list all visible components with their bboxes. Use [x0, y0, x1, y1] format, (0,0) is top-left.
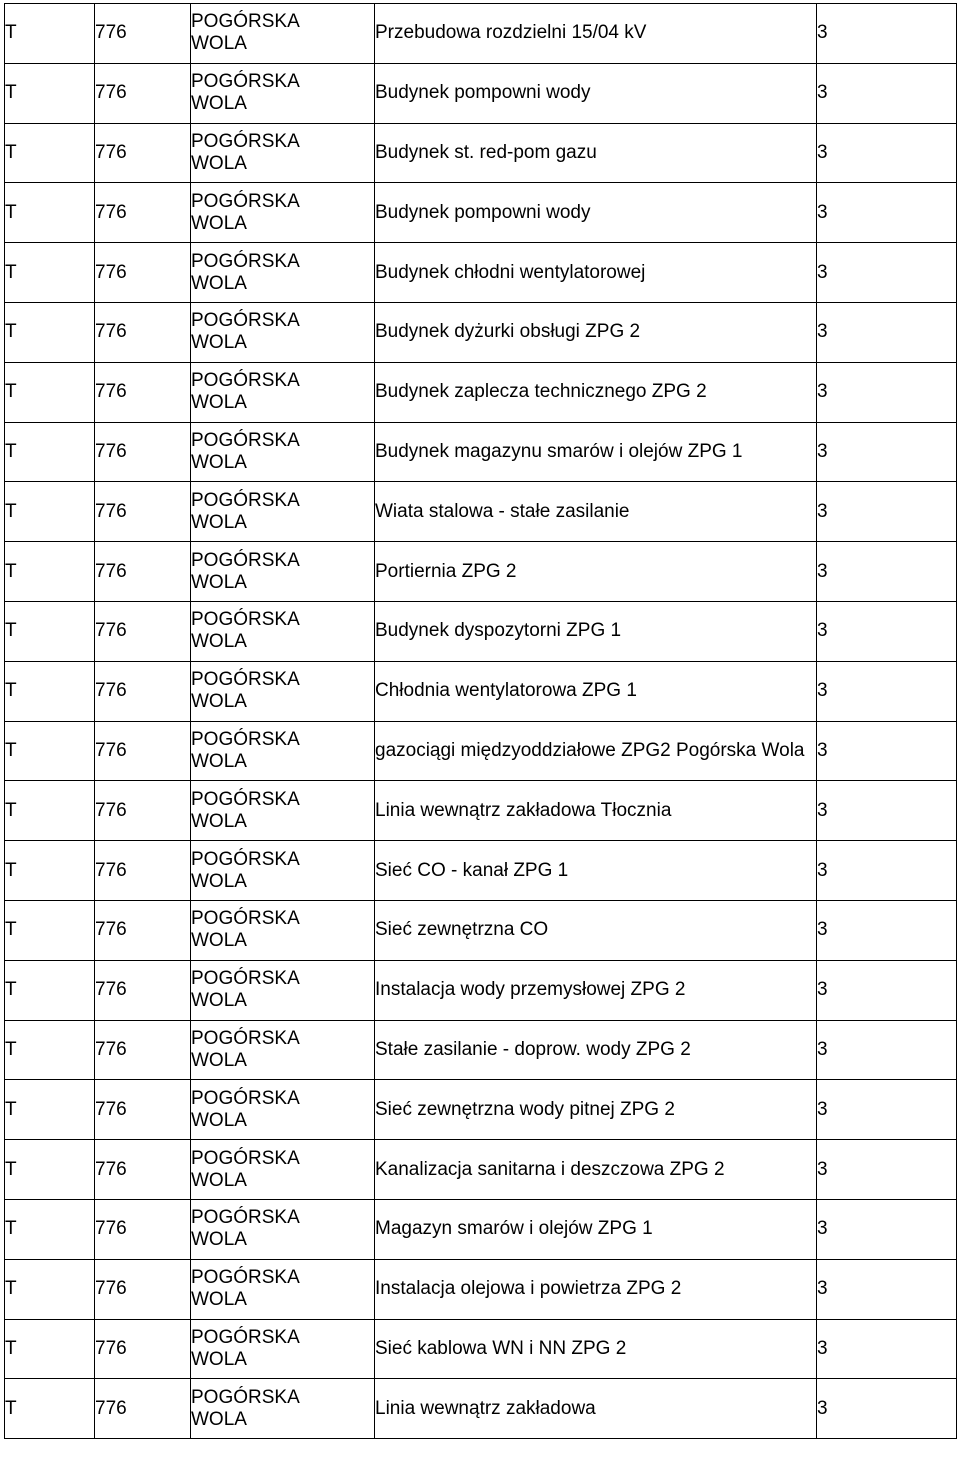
cell-code: 776 [95, 900, 191, 960]
location-line-1: POGÓRSKA [191, 968, 300, 990]
cell-location [191, 1020, 375, 1080]
location-line-1: POGÓRSKA [191, 1087, 300, 1109]
location-line-1: POGÓRSKA [191, 489, 300, 511]
location-line-1: POGÓRSKA [191, 370, 300, 392]
asset-table-body [5, 4, 957, 1439]
location-line-1: POGÓRSKA [191, 1147, 300, 1169]
cell-location [191, 422, 375, 482]
cell-code: 776 [95, 4, 191, 64]
cell-code: 776 [95, 123, 191, 183]
cell-code: 776 [95, 542, 191, 602]
cell-code: 776 [95, 302, 191, 362]
cell-code: 776 [95, 1199, 191, 1259]
location-line-1: POGÓRSKA [191, 728, 300, 750]
cell-description: Budynek pompowni wody [375, 183, 817, 243]
location-line-2: WOLA [191, 750, 247, 772]
table-row [5, 482, 957, 542]
cell-code: 776 [95, 781, 191, 841]
location-line-2: WOLA [191, 332, 247, 354]
cell-quantity: 3 [817, 63, 957, 123]
cell-description: Linia wewnątrz zakładowa Tłocznia [375, 781, 817, 841]
cell-location [191, 63, 375, 123]
location-line-2: WOLA [191, 272, 247, 294]
cell-location [191, 661, 375, 721]
cell-quantity: 3 [817, 243, 957, 303]
location-line-1: POGÓRSKA [191, 71, 300, 93]
cell-quantity: 3 [817, 1080, 957, 1140]
cell-type: T [5, 841, 95, 901]
location-line-1: POGÓRSKA [191, 788, 300, 810]
cell-code: 776 [95, 661, 191, 721]
location-line-1: POGÓRSKA [191, 429, 300, 451]
cell-type: T [5, 542, 95, 602]
table-row [5, 243, 957, 303]
location-line-1: POGÓRSKA [191, 190, 300, 212]
cell-quantity: 3 [817, 661, 957, 721]
cell-code: 776 [95, 841, 191, 901]
table-row [5, 1319, 957, 1379]
cell-type: T [5, 1080, 95, 1140]
cell-description: Budynek magazynu smarów i olejów ZPG 1 [375, 422, 817, 482]
cell-code: 776 [95, 63, 191, 123]
cell-location [191, 4, 375, 64]
location-line-1: POGÓRSKA [191, 310, 300, 332]
location-line-2: WOLA [191, 1229, 247, 1251]
location-line-1: POGÓRSKA [191, 848, 300, 870]
cell-quantity: 3 [817, 1199, 957, 1259]
location-line-2: WOLA [191, 1109, 247, 1131]
cell-description: Sieć zewnętrzna wody pitnej ZPG 2 [375, 1080, 817, 1140]
cell-quantity: 3 [817, 1319, 957, 1379]
cell-description: Linia wewnątrz zakładowa [375, 1379, 817, 1439]
cell-quantity: 3 [817, 1140, 957, 1200]
table-row [5, 900, 957, 960]
cell-type: T [5, 482, 95, 542]
cell-location [191, 900, 375, 960]
cell-quantity: 3 [817, 4, 957, 64]
cell-type: T [5, 63, 95, 123]
table-row [5, 1140, 957, 1200]
location-line-2: WOLA [191, 810, 247, 832]
cell-quantity: 3 [817, 900, 957, 960]
cell-type: T [5, 183, 95, 243]
cell-description: Stałe zasilanie - doprow. wody ZPG 2 [375, 1020, 817, 1080]
location-line-1: POGÓRSKA [191, 130, 300, 152]
cell-location [191, 362, 375, 422]
cell-type: T [5, 362, 95, 422]
cell-description: Budynek st. red-pom gazu [375, 123, 817, 183]
cell-location [191, 721, 375, 781]
cell-code: 776 [95, 1140, 191, 1200]
cell-code: 776 [95, 1319, 191, 1379]
cell-quantity: 3 [817, 1379, 957, 1439]
cell-code: 776 [95, 601, 191, 661]
asset-table [4, 3, 957, 1439]
cell-type: T [5, 4, 95, 64]
location-line-1: POGÓRSKA [191, 669, 300, 691]
table-row [5, 1199, 957, 1259]
location-line-1: POGÓRSKA [191, 1267, 300, 1289]
table-row [5, 302, 957, 362]
location-line-2: WOLA [191, 571, 247, 593]
cell-location [191, 243, 375, 303]
cell-description: Budynek dyżurki obsługi ZPG 2 [375, 302, 817, 362]
cell-quantity: 3 [817, 362, 957, 422]
cell-type: T [5, 1319, 95, 1379]
location-line-1: POGÓRSKA [191, 1386, 300, 1408]
location-line-1: POGÓRSKA [191, 250, 300, 272]
cell-type: T [5, 1199, 95, 1259]
cell-code: 776 [95, 1020, 191, 1080]
cell-type: T [5, 422, 95, 482]
location-line-2: WOLA [191, 33, 247, 55]
cell-quantity: 3 [817, 542, 957, 602]
cell-type: T [5, 243, 95, 303]
cell-code: 776 [95, 362, 191, 422]
table-row [5, 542, 957, 602]
location-line-1: POGÓRSKA [191, 11, 300, 33]
cell-location [191, 1379, 375, 1439]
cell-location [191, 960, 375, 1020]
location-line-1: POGÓRSKA [191, 1207, 300, 1229]
cell-location [191, 1259, 375, 1319]
table-row [5, 1379, 957, 1439]
cell-code: 776 [95, 422, 191, 482]
cell-location [191, 841, 375, 901]
cell-location [191, 302, 375, 362]
cell-code: 776 [95, 1080, 191, 1140]
cell-type: T [5, 781, 95, 841]
cell-quantity: 3 [817, 302, 957, 362]
cell-type: T [5, 302, 95, 362]
cell-type: T [5, 661, 95, 721]
table-row [5, 1080, 957, 1140]
location-line-2: WOLA [191, 1348, 247, 1370]
cell-location [191, 1199, 375, 1259]
cell-quantity: 3 [817, 1020, 957, 1080]
cell-description: gazociągi międzyoddziałowe ZPG2 Pogórska Wola [375, 721, 817, 781]
cell-quantity: 3 [817, 183, 957, 243]
table-row [5, 781, 957, 841]
table-row [5, 960, 957, 1020]
cell-description: Budynek dyspozytorni ZPG 1 [375, 601, 817, 661]
cell-location [191, 183, 375, 243]
cell-quantity: 3 [817, 123, 957, 183]
cell-description: Chłodnia wentylatorowa ZPG 1 [375, 661, 817, 721]
location-line-2: WOLA [191, 631, 247, 653]
location-line-2: WOLA [191, 930, 247, 952]
location-line-2: WOLA [191, 93, 247, 115]
cell-description: Sieć CO - kanał ZPG 1 [375, 841, 817, 901]
location-line-1: POGÓRSKA [191, 1326, 300, 1348]
cell-code: 776 [95, 243, 191, 303]
table-row [5, 1259, 957, 1319]
location-line-1: POGÓRSKA [191, 1027, 300, 1049]
cell-type: T [5, 1379, 95, 1439]
table-row [5, 422, 957, 482]
cell-description: Instalacja wody przemysłowej ZPG 2 [375, 960, 817, 1020]
table-row [5, 721, 957, 781]
cell-code: 776 [95, 721, 191, 781]
cell-quantity: 3 [817, 841, 957, 901]
cell-type: T [5, 960, 95, 1020]
location-line-2: WOLA [191, 691, 247, 713]
cell-quantity: 3 [817, 601, 957, 661]
location-line-2: WOLA [191, 1408, 247, 1430]
location-line-1: POGÓRSKA [191, 609, 300, 631]
cell-description: Instalacja olejowa i powietrza ZPG 2 [375, 1259, 817, 1319]
cell-description: Magazyn smarów i olejów ZPG 1 [375, 1199, 817, 1259]
cell-type: T [5, 601, 95, 661]
cell-type: T [5, 1259, 95, 1319]
location-line-2: WOLA [191, 511, 247, 533]
cell-location [191, 1140, 375, 1200]
cell-code: 776 [95, 183, 191, 243]
cell-code: 776 [95, 960, 191, 1020]
cell-quantity: 3 [817, 1259, 957, 1319]
cell-type: T [5, 123, 95, 183]
table-row [5, 1020, 957, 1080]
cell-description: Budynek pompowni wody [375, 63, 817, 123]
location-line-2: WOLA [191, 870, 247, 892]
table-row [5, 4, 957, 64]
cell-description: Wiata stalowa - stałe zasilanie [375, 482, 817, 542]
table-row [5, 123, 957, 183]
table-row [5, 63, 957, 123]
location-line-1: POGÓRSKA [191, 908, 300, 930]
table-row [5, 841, 957, 901]
cell-type: T [5, 900, 95, 960]
table-row [5, 183, 957, 243]
cell-type: T [5, 721, 95, 781]
cell-description: Sieć zewnętrzna CO [375, 900, 817, 960]
cell-quantity: 3 [817, 721, 957, 781]
cell-quantity: 3 [817, 482, 957, 542]
table-row [5, 661, 957, 721]
location-line-2: WOLA [191, 152, 247, 174]
cell-quantity: 3 [817, 781, 957, 841]
location-line-2: WOLA [191, 1049, 247, 1071]
cell-quantity: 3 [817, 960, 957, 1020]
location-line-2: WOLA [191, 1169, 247, 1191]
table-row [5, 362, 957, 422]
cell-type: T [5, 1020, 95, 1080]
cell-location [191, 482, 375, 542]
cell-code: 776 [95, 1259, 191, 1319]
cell-location [191, 1080, 375, 1140]
location-line-2: WOLA [191, 212, 247, 234]
table-row [5, 601, 957, 661]
cell-quantity: 3 [817, 422, 957, 482]
location-line-2: WOLA [191, 990, 247, 1012]
location-line-2: WOLA [191, 451, 247, 473]
cell-code: 776 [95, 1379, 191, 1439]
cell-location [191, 1319, 375, 1379]
cell-description: Sieć kablowa WN i NN ZPG 2 [375, 1319, 817, 1379]
cell-location [191, 601, 375, 661]
cell-description: Budynek chłodni wentylatorowej [375, 243, 817, 303]
cell-location [191, 781, 375, 841]
cell-description: Kanalizacja sanitarna i deszczowa ZPG 2 [375, 1140, 817, 1200]
cell-location [191, 123, 375, 183]
cell-type: T [5, 1140, 95, 1200]
location-line-2: WOLA [191, 392, 247, 414]
location-line-1: POGÓRSKA [191, 549, 300, 571]
cell-description: Budynek zaplecza technicznego ZPG 2 [375, 362, 817, 422]
location-line-2: WOLA [191, 1289, 247, 1311]
cell-description: Przebudowa rozdzielni 15/04 kV [375, 4, 817, 64]
cell-code: 776 [95, 482, 191, 542]
cell-description: Portiernia ZPG 2 [375, 542, 817, 602]
cell-location [191, 542, 375, 602]
